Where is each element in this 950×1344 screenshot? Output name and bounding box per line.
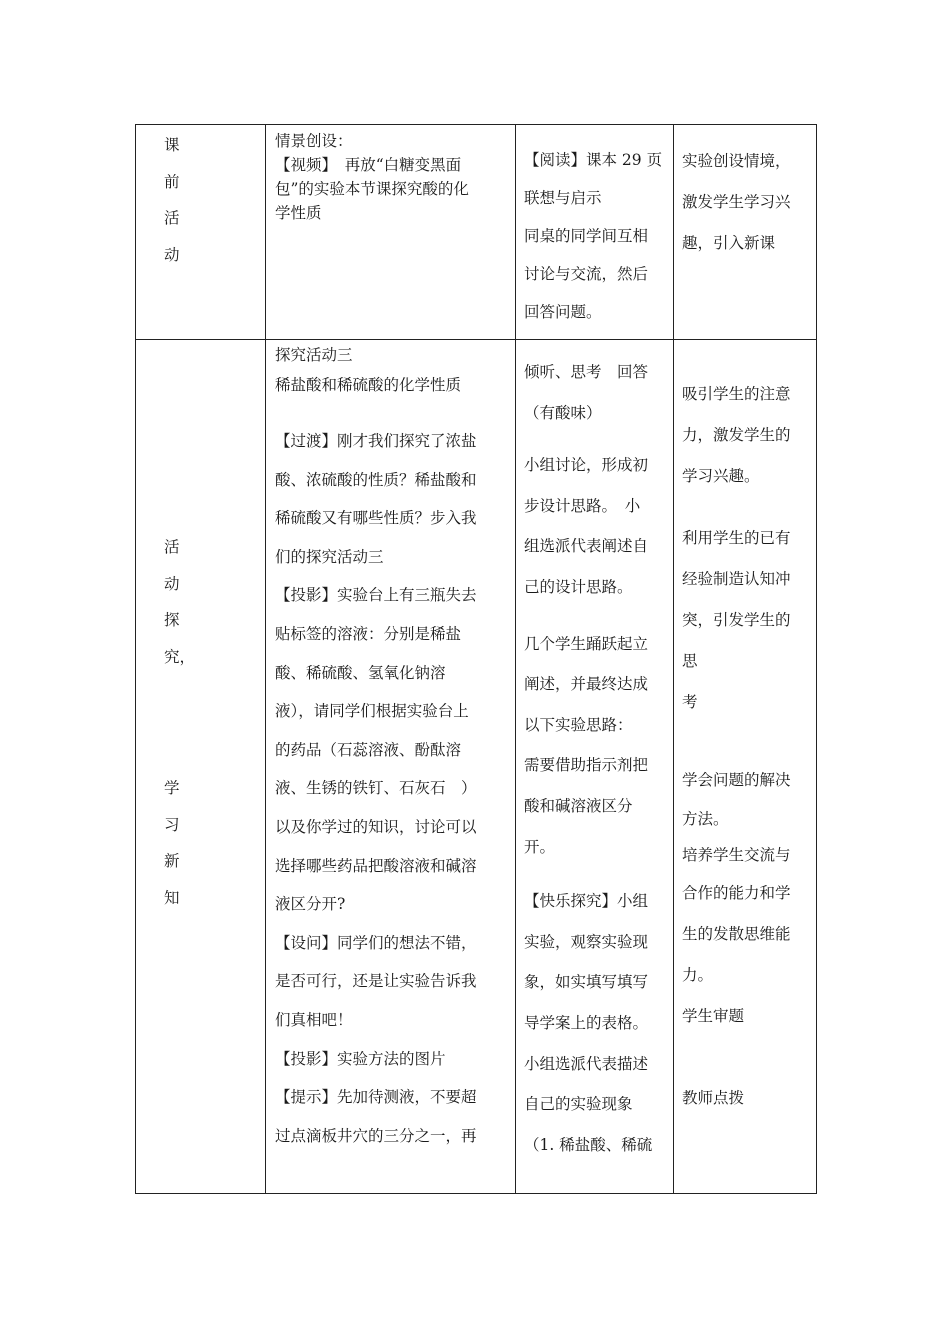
table-row-pre-class — [136, 125, 817, 340]
teacher-activity-cell — [266, 125, 516, 340]
stage-cell — [136, 125, 266, 340]
student-activity-cell — [516, 125, 674, 340]
student-activity-cell — [516, 340, 674, 1194]
student-activity-text: 【阅读】课本 29 页 联想与启示 同桌的同学间互相 讨论与交流，然后 回答问题。 — [524, 151, 663, 321]
stage-label-pre-class: 课 前 活 动 — [164, 136, 180, 264]
design-intent-cell — [674, 125, 817, 340]
design-intent-text: 实验创设情境， 激发学生学习兴 趣，引入新课 — [682, 152, 791, 252]
design-intent-cell — [674, 340, 817, 1194]
lesson-plan-table — [135, 124, 817, 1194]
stage-label-explore: 活 动 探 究， — [164, 538, 196, 666]
design-intent-text: 吸引学生的注意 力，激发学生的 学习兴趣。 利用学生的已有 经验制造认知冲 突，引发学生的 思 考 学会问题的解决 方法。 培养学生交流与 合作的能力和学 生的发散思维能 力。 学生审题 教师点拨 — [682, 385, 791, 1107]
table-row-explore — [136, 340, 817, 1194]
teacher-activity-text: 情景创设： 【视频】 再放“白糖变黑面 包”的实验本节课探究酸的化 学性质 — [275, 132, 469, 222]
stage-cell — [136, 340, 266, 1194]
teacher-activity-text: 探究活动三 稀盐酸和稀硫酸的化学性质 【过渡】刚才我们探究了浓盐 酸、浓硫酸的性质？稀盐酸和 稀硫酸又有哪些性质？步入我 们的探究活动三 【投影】实验台上有三瓶失去 贴标签的溶液：分别是稀盐 酸、稀硫酸、氢氧化钠溶 液），请同学们根据实验台上 的药品（石蕊溶液、酚酞溶 液、生锈的铁钉、石灰石 ） 以及你学过的知识，讨论可以 选择哪些药品把酸溶液和碱溶 液区分开? 【设问】同学们的想法不错， 是否可行，还是让实验告诉我 们真相吧！ 【投影】实验方法的图片 【提示】先加待测液，不要超 过点滴板井穴的三分之一，再 — [275, 346, 477, 1145]
student-activity-text: 倾听、思考 回答 （有酸味） 小组讨论，形成初 步设计思路。 小 组选派代表阐述自 己的设计思路。 几个学生踊跃起立 阐述，并最终达成 以下实验思路： 需要借助指示剂把 酸和碱溶液区分 开。 【快乐探究】小组 实验，观察实验现 象，如实填写填写 导学案上的表格。 小组选派代表描述 自己的实验现象 （1. 稀盐酸、稀硫 — [524, 363, 653, 1154]
teacher-activity-cell — [266, 340, 516, 1194]
stage-label-learn: 学 习 新 知 — [164, 779, 180, 907]
